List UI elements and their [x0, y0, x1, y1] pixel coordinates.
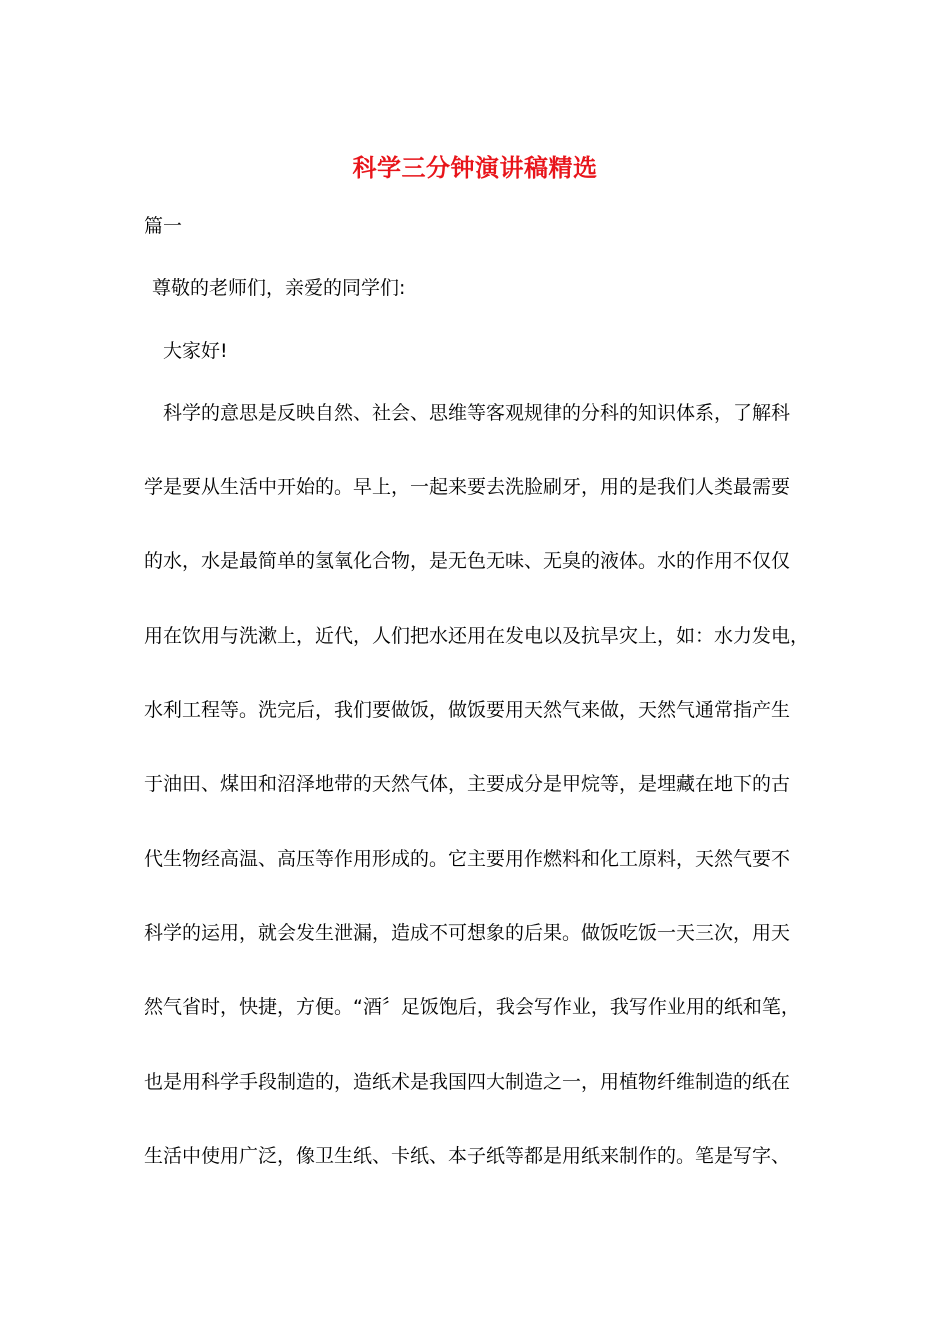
body-line: 也是用科学手段制造的，造纸术是我国四大制造之一，用植物纤维制造的纸在 — [144, 1071, 791, 1093]
body-line: 然气省时，快捷，方便。“酒〞足饭饱后，我会写作业，我写作业用的纸和笔， — [144, 996, 800, 1018]
greeting-line: 大家好! — [163, 340, 228, 362]
body-line: 学是要从生活中开始的。早上，一起来要去洗脸刷牙，用的是我们人类最需要 — [144, 476, 791, 498]
salutation-line: 尊敬的老师们，亲爱的同学们: — [152, 277, 406, 299]
section-heading: 篇一 — [144, 215, 183, 237]
body-line: 的水，水是最简单的氢氧化合物，是无色无味、无臭的液体。水的作用不仅仅 — [144, 550, 791, 572]
body-line: 科学的意思是反映自然、社会、思维等客观规律的分科的知识体系，了解科 — [163, 402, 791, 424]
body-line: 科学的运用，就会发生泄漏，造成不可想象的后果。做饭吃饭一天三次，用天 — [144, 922, 791, 944]
body-line: 水利工程等。洗完后，我们要做饭，做饭要用天然气来做，天然气通常指产生 — [144, 699, 791, 721]
document-title: 科学三分钟演讲稿精选 — [352, 153, 598, 182]
body-line: 于油田、煤田和沼泽地带的天然气体，主要成分是甲烷等，是埋藏在地下的古 — [144, 773, 791, 795]
body-line: 用在饮用与洗漱上，近代，人们把水还用在发电以及抗旱灾上，如：水力发电， — [144, 625, 810, 647]
body-line: 代生物经高温、高压等作用形成的。它主要用作燃料和化工原料，天然气要不 — [144, 848, 791, 870]
body-line: 生活中使用广泛，像卫生纸、卡纸、本子纸等都是用纸来制作的。笔是写字、 — [144, 1145, 791, 1167]
